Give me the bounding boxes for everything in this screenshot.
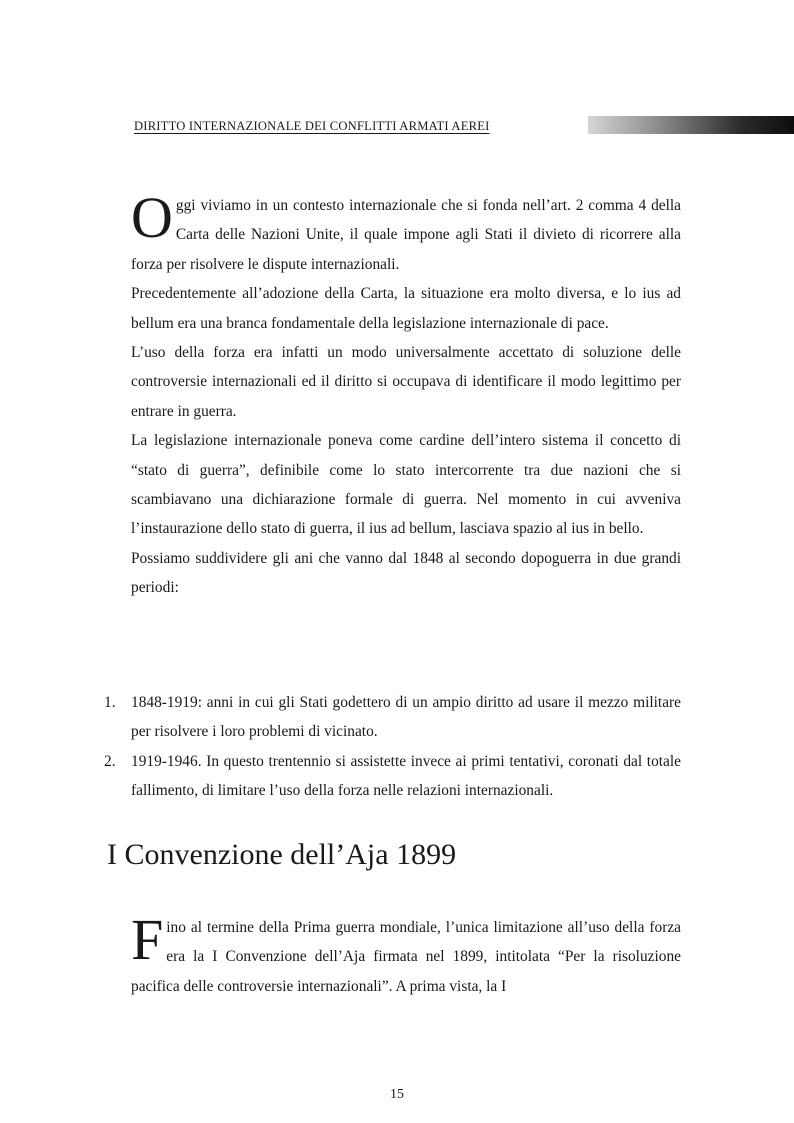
first-paragraph-text: ggi viviamo in un contesto internazionale che si fonda nell’art. 2 comma 4 della Carta delle Nazioni Unite, il quale impone agli Stati il divieto di ricorrere alla forza per risolvere le dispute internazionali. [131, 197, 681, 273]
section-heading: I Convenzione dell’Aja 1899 [107, 838, 457, 871]
periods-list [104, 688, 681, 806]
running-header-title: DIRITTO INTERNAZIONALE DEI CONFLITTI ARMATI AEREI [134, 119, 490, 133]
first-paragraph [131, 185, 681, 279]
paragraph: Precedentemente all’adozione della Carta, la situazione era molto diversa, e lo ius ad bellum era una branca fondamentale della legislazione internazionale di pace. [131, 285, 681, 332]
paragraph: L’uso della forza era infatti un modo universalmente accettato di soluzione delle controversie internazionali ed il diritto si occupava di identificare il modo legittimo per entrare in guerra. [131, 344, 681, 420]
drop-cap-o: O [131, 185, 173, 250]
section-2-paragraph [131, 907, 681, 1001]
paragraph: La legislazione internazionale poneva come cardine dell’intero sistema il concetto di “stato di guerra”, definibile come lo stato intercorrente tra due nazioni che si scambiavano una dichiarazione formale di guerra. Nel momento in cui avveniva l’instaurazione dello stato di guerra, il ius ad bellum, lasciava spazio al ius in bello. [131, 432, 681, 538]
list-item-text: 1848-1919: anni in cui gli Stati godettero di un ampio diritto ad usare il mezzo militare per risolvere i loro problemi di vicinato. [131, 694, 681, 741]
drop-cap-f: F [131, 907, 164, 972]
list-item [104, 747, 681, 806]
running-header [134, 116, 794, 138]
paragraph: Possiamo suddividere gli ani che vanno dal 1848 al secondo dopoguerra in due grandi periodi: [131, 549, 681, 597]
section-2-paragraph-text: ino al termine della Prima guerra mondiale, l’unica limitazione all’uso della forza era la I Convenzione dell’Aja firmata nel 1899, intitolata “Per la risoluzione pacifica delle controversie internazionali”. A prima vista, la I [131, 919, 681, 995]
list-item-number: 1. [104, 694, 116, 711]
list-item [104, 688, 681, 747]
page-number: 15 [390, 1087, 404, 1102]
list-item-text: 1919-1946. In questo trentennio si assistette invece ai primi tentativi, coronati dal totale fallimento, di limitare l’uso della forza nelle relazioni internazionali. [131, 752, 681, 800]
section-2-body [131, 907, 681, 1001]
section-1-body [131, 185, 681, 603]
header-gradient-bar [588, 116, 794, 134]
list-item-number: 2. [104, 752, 116, 770]
